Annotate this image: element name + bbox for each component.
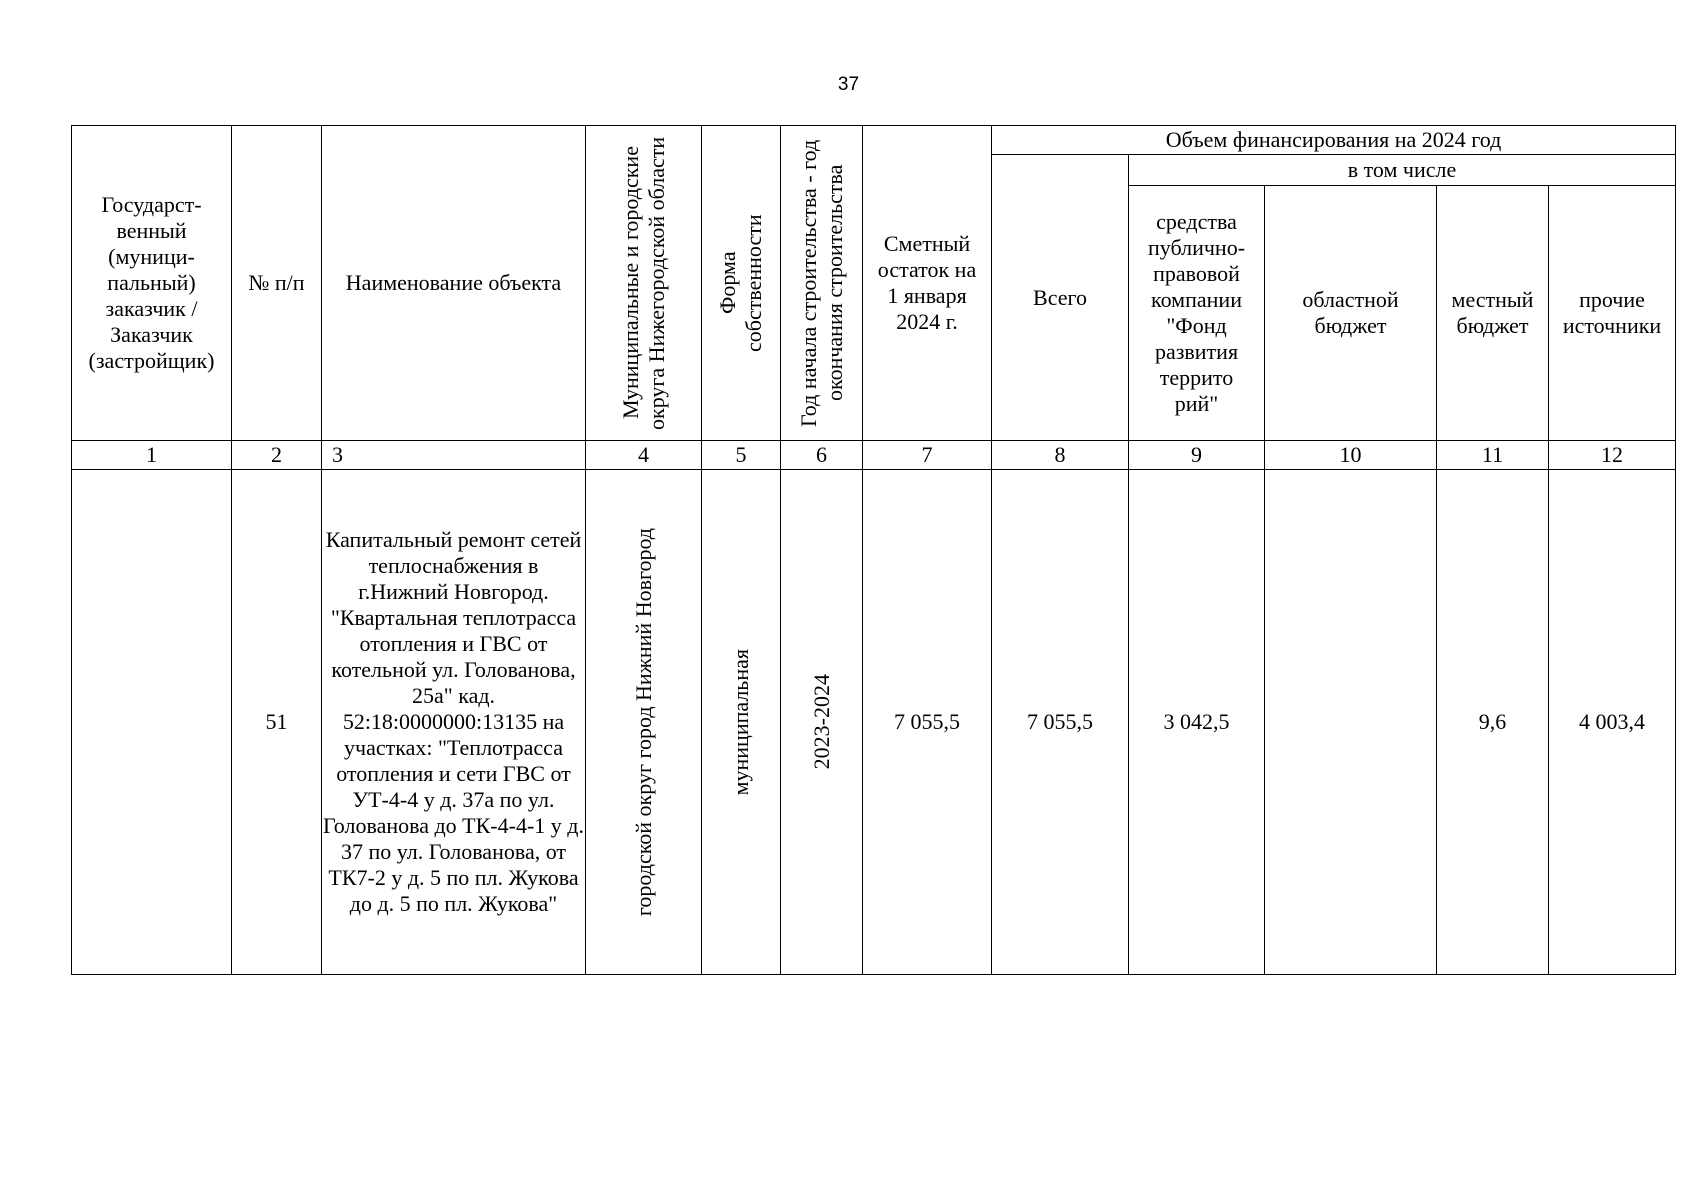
header-number: № п/п (232, 126, 322, 441)
header-ownership: Форма собственности (702, 126, 781, 441)
financing-table (71, 125, 1676, 975)
column-number: 7 (863, 441, 992, 470)
column-number: 1 (72, 441, 232, 470)
page-number: 37 (837, 74, 860, 95)
header-years: Год начала строительства - год окончания строительства (781, 126, 863, 441)
cell-regional (1265, 470, 1437, 975)
cell-years: 2023-2024 (781, 470, 863, 975)
column-number: 5 (702, 441, 781, 470)
column-number: 11 (1437, 441, 1549, 470)
column-number: 3 (322, 441, 586, 470)
header-regional: областной бюджет (1265, 186, 1437, 441)
header-other: прочие источники (1549, 186, 1676, 441)
cell-total: 7 055,5 (992, 470, 1129, 975)
column-number: 10 (1265, 441, 1437, 470)
cell-number: 51 (232, 470, 322, 975)
cell-other: 4 003,4 (1549, 470, 1676, 975)
table-row (72, 470, 1676, 975)
header-row (72, 126, 1676, 155)
column-number: 9 (1129, 441, 1265, 470)
header-funding-title: Объем финансирования на 2024 год (992, 126, 1676, 155)
column-number: 8 (992, 441, 1129, 470)
cell-ownership: муниципальная (702, 470, 781, 975)
cell-object-name: Капитальный ремонт сетей теплоснабжения в г.Нижний Новгород. "Квартальная теплотрасса отопления и ГВС от котельной ул. Голованова, 25а" кад. 52:18:0000000:13135 на участках: "Теплотрасса отопления и сети ГВС от УТ-4-4 у д. 37а по ул. Голованова до ТК-4-4-1 у д. 37 по ул. Голованова, от ТК7-2 у д. 5 по пл. Жукова до д. 5 по пл. Жукова" (322, 470, 586, 975)
column-number: 12 (1549, 441, 1676, 470)
header-fund: средства публично-правовой компании "Фонд развития террито рий" (1129, 186, 1265, 441)
header-object-name: Наименование объекта (322, 126, 586, 441)
header-total: Всего (992, 155, 1129, 441)
header-municipality: Муниципальные и городские округа Нижегородской области (586, 126, 702, 441)
column-number: 6 (781, 441, 863, 470)
header-including: в том числе (1129, 155, 1676, 186)
cell-local: 9,6 (1437, 470, 1549, 975)
header-customer: Государст-венный (муници-пальный) заказчик / Заказчик (застройщик) (72, 126, 232, 441)
column-number: 4 (586, 441, 702, 470)
column-numbers-row (72, 441, 1676, 470)
cell-estimate: 7 055,5 (863, 470, 992, 975)
column-number: 2 (232, 441, 322, 470)
cell-municipality: городской округ город Нижний Новгород (586, 470, 702, 975)
cell-customer (72, 470, 232, 975)
cell-fund: 3 042,5 (1129, 470, 1265, 975)
header-local: местный бюджет (1437, 186, 1549, 441)
header-estimate: Сметный остаток на 1 января 2024 г. (863, 126, 992, 441)
